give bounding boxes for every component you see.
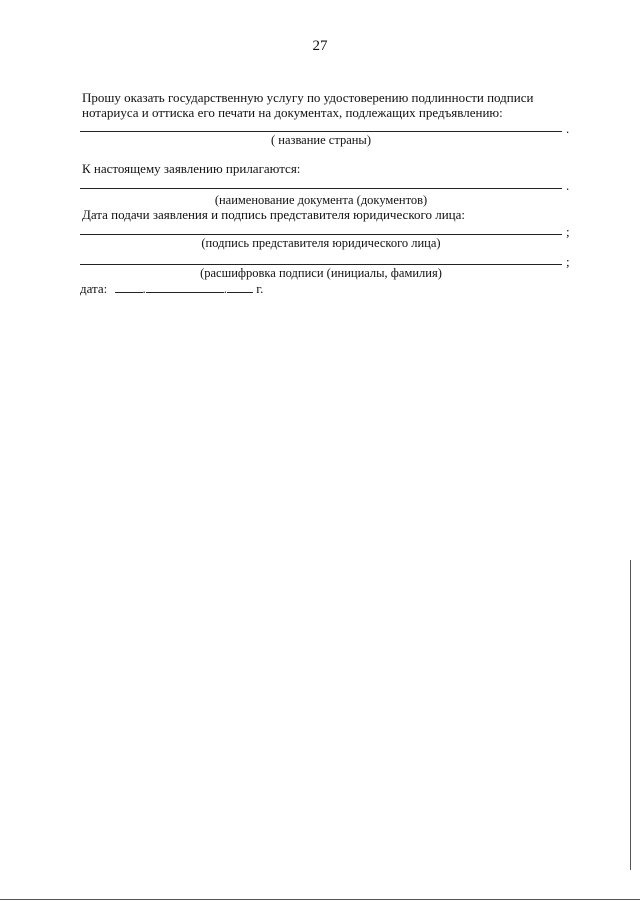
scan-edge-mark-bottom: [0, 899, 640, 900]
request-paragraph-line-1: Прошу оказать государственную услугу по удостоверению подлинности подписи: [82, 90, 534, 105]
date-dot-2: .: [223, 281, 228, 296]
transcript-line-end-mark: ;: [566, 254, 570, 269]
submission-intro: Дата подачи заявления и подпись представителя юридического лица:: [82, 207, 466, 222]
date-dot-1: .: [142, 281, 146, 296]
country-caption: ( название страны): [270, 133, 371, 147]
attachments-caption: (наименование документа (документов): [214, 193, 428, 207]
request-paragraph-line-2: нотариуса и оттиска его печати на документах, подлежащих предъявлению:: [82, 105, 503, 120]
attachments-line-end-mark: .: [566, 178, 570, 193]
date-day-blank[interactable]: [115, 281, 143, 293]
signature-line-end-mark: ;: [566, 224, 570, 239]
transcript-caption: (расшифровка подписи (инициалы, фамилия): [200, 266, 442, 280]
date-year-blank[interactable]: [227, 281, 253, 293]
date-row: [80, 281, 263, 296]
country-input-line[interactable]: [80, 131, 562, 132]
attachments-input-line[interactable]: [80, 188, 562, 189]
scan-edge-mark-right: [630, 560, 631, 870]
signature-caption: (подпись представителя юридического лица): [201, 236, 441, 250]
page-number: 27: [312, 38, 328, 54]
country-line-end-mark: .: [566, 121, 570, 136]
attachments-intro: К настоящему заявлению прилагаются:: [82, 161, 301, 176]
date-month-blank[interactable]: [146, 281, 224, 293]
date-year-suffix: г.: [256, 281, 264, 296]
transcript-input-line[interactable]: [80, 264, 562, 265]
date-label: дата:: [80, 281, 108, 296]
signature-input-line[interactable]: [80, 234, 562, 235]
